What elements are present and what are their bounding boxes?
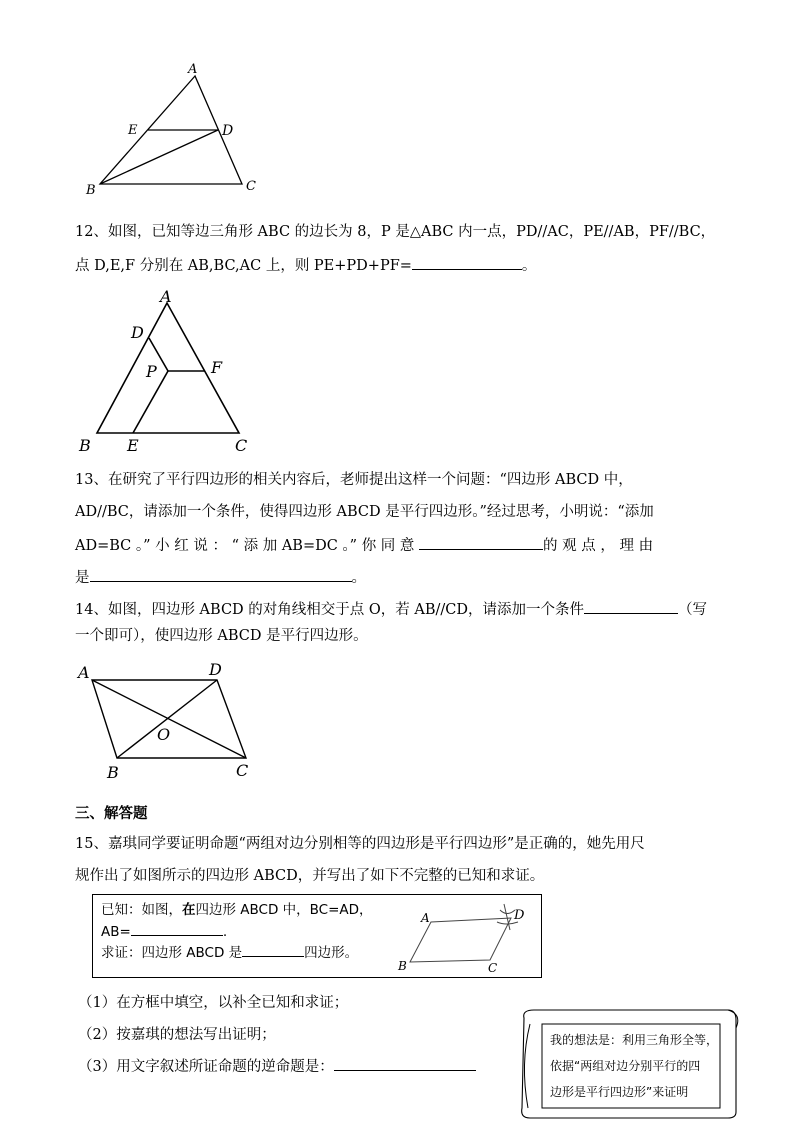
label-B: B [86, 183, 96, 198]
q15-line2: 规作出了如图所示的四边形 ABCD，并写出了如下不完整的已知和求证。 [75, 868, 545, 884]
label-A: A [78, 663, 90, 682]
q13-line4-prefix: 是 [75, 570, 90, 586]
box-ab-prefix: AB= [101, 924, 131, 940]
q13-line4 [75, 566, 366, 588]
q15-sub1: （1）在方框中填空，以补全已知和求证； [78, 995, 349, 1011]
q12-line2-prefix: 点 D,E,F 分别在 AB,BC,AC 上，则 PE+PD+PF= [75, 258, 412, 274]
section-title: 三、解答题 [75, 806, 148, 822]
label-C: C [236, 761, 249, 780]
q12-answer-blank[interactable] [412, 254, 522, 270]
box-known-line [101, 901, 373, 919]
q14-line1-prefix: 14、如图，四边形 ABCD 的对角线相交于点 O，若 AB//CD，请添加一个条件 [75, 602, 585, 618]
bubble-line2: 依据“两组对边分别平行的四 [550, 1059, 701, 1073]
q14-line2: 一个即可），使四边形 ABCD 是平行四边形。 [75, 628, 368, 644]
q13-line4-suffix: 。 [351, 570, 366, 586]
q15-converse-blank[interactable] [334, 1055, 476, 1071]
q13-line3-prefix: AD=BC 。” 小 红 说 ： “ 添 加 AB=DC 。” 你 同 意 [75, 538, 415, 554]
q15-sub2: （2）按嘉琪的想法写出证明； [78, 1027, 276, 1043]
box-known-bold: 在 [182, 902, 196, 918]
q15-line1: 15、嘉琪同学要证明命题“两组对边分别相等的四边形是平行四边形”是正确的，她先用尺 [75, 836, 645, 852]
label-B: B [107, 763, 119, 782]
bubble-line3: 边形是平行四边形”来证明 [550, 1085, 689, 1099]
box-ab-line [101, 922, 227, 941]
q13-line3-suffix: 的 观 点 ， 理 由 [543, 538, 654, 554]
q14-line1 [75, 598, 707, 620]
q13-reason-blank[interactable] [90, 566, 352, 582]
box-known-rest: 四边形 ABCD 中，BC=AD， [195, 902, 373, 918]
q15-sub3 [78, 1055, 476, 1076]
label-E: E [128, 123, 138, 138]
bubble-line1: 我的想法是：利用三角形全等， [550, 1033, 719, 1047]
label-D: D [222, 123, 234, 139]
label-C: C [246, 179, 256, 194]
label-D: D [209, 660, 222, 679]
label-A: A [421, 911, 430, 925]
q13-line1: 13、在研究了平行四边形的相关内容后，老师提出这样一个问题：“四边形 ABCD 中， [75, 472, 633, 488]
q12-line1: 12、如图，已知等边三角形 ABC 的边长为 8，P 是△ABC 内一点，PD//AC，PE//AB，PF//BC， [75, 224, 716, 240]
label-A: A [160, 287, 172, 306]
figure-q14-parallelogram [72, 658, 262, 784]
label-D: D [131, 323, 144, 342]
figure-q11-triangle [80, 58, 270, 198]
q15-sub3-text: （3）用文字叙述所证命题的逆命题是： [78, 1059, 334, 1075]
box-ab-blank[interactable] [131, 922, 223, 936]
label-E: E [127, 436, 139, 455]
q14-line1-suffix: （写 [678, 602, 708, 618]
q13-line3 [75, 534, 653, 556]
box-prove-prefix: 求证：四边形 ABCD 是 [101, 945, 243, 961]
box-known-prefix: 已知：如图， [101, 902, 182, 918]
box-prove-suffix: 四边形。 [304, 945, 359, 961]
box-prove-blank[interactable] [242, 943, 304, 957]
box-prove-line [101, 943, 358, 962]
label-P: P [146, 362, 157, 381]
figure-q12-triangle [75, 285, 265, 457]
q13-opinion-blank[interactable] [419, 534, 543, 550]
label-F: F [211, 358, 223, 377]
label-C: C [488, 961, 498, 975]
label-A: A [188, 62, 198, 77]
box-ab-suffix: . [222, 924, 228, 940]
q12-line2 [75, 254, 536, 276]
label-O: O [157, 725, 171, 744]
label-B: B [398, 959, 407, 973]
label-B: B [79, 436, 91, 455]
q12-line2-suffix: 。 [521, 258, 537, 274]
label-C: C [235, 436, 248, 455]
figure-q15-parallelogram [394, 900, 534, 974]
q14-condition-blank[interactable] [584, 598, 678, 614]
label-D: D [514, 908, 525, 923]
q13-line2: AD//BC，请添加一个条件，使得四边形 ABCD 是平行四边形。”经过思考，小明说：“添加 [75, 504, 654, 520]
